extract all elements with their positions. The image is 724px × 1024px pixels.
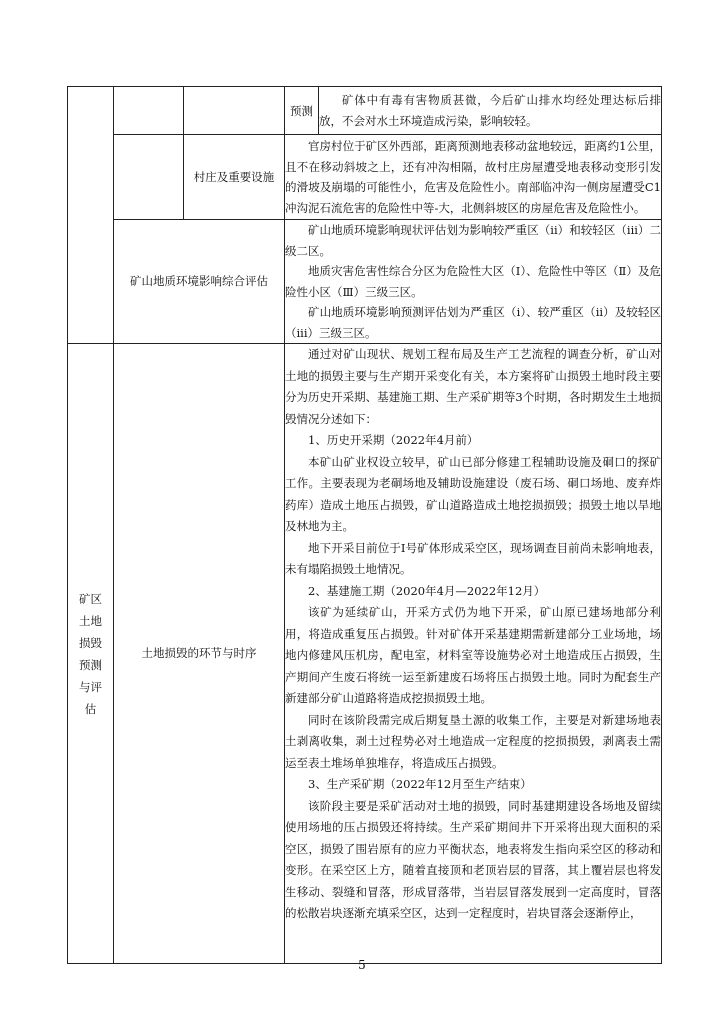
item-cell-empty — [184, 87, 285, 135]
category-line: 土地 — [79, 613, 102, 628]
assessment-table — [67, 86, 662, 964]
paragraph: 矿山地质环境影响现状评估划为影响较严重区（ii）和较轻区（iii）二级二区。 — [285, 223, 661, 258]
section-heading: 1、历史开采期（2022年4月前） — [308, 433, 479, 447]
table-row — [68, 344, 662, 964]
comprehensive-label: 矿山地质环境影响综合评估 — [114, 220, 285, 344]
predict-label: 预测 — [285, 87, 319, 135]
subcategory-cell-empty — [114, 87, 184, 135]
paragraph: 同时在该阶段需完成后期复垦土源的收集工作，主要是对新建场地表土剥离收集，剥土过程势必对土地造成一定程度的挖损损毁，剥离表土需运至表土堆场单独堆存，将造成压占损毁。 — [285, 712, 661, 770]
page-number: 5 — [358, 958, 366, 972]
category-line: 与评 — [79, 679, 102, 694]
village-text — [285, 135, 662, 220]
land-category-cell — [68, 344, 114, 964]
category-line: 预测 — [79, 657, 102, 672]
village-label: 村庄及重要设施 — [184, 135, 285, 220]
section-heading: 3、生产采矿期（2022年12月至生产结束） — [308, 777, 532, 791]
section-heading: 2、基建施工期（2020年4月—2022年12月） — [308, 583, 546, 598]
predict-text — [319, 87, 662, 135]
table-row — [68, 87, 662, 135]
paragraph: 矿山地质环境影响预测评估划为严重区（i）、较严重区（ii）及较轻区（iii）三级三区。 — [285, 305, 661, 340]
paragraph: 地质灾害危害性综合分区为危险性大区（Ⅰ）、危险性中等区（Ⅱ）及危险性小区（Ⅲ）三级三区。 — [285, 264, 661, 299]
category-line: 矿区 — [79, 591, 102, 606]
paragraph: 本矿山矿业权设立较早，矿山已部分修建工程辅助设施及硐口的探矿工作。主要表现为老硐场地及辅助设施建设（废石场、硐口场地、废弃炸药库）造成土地压占损毁，矿山道路造成土地挖损损毁；损毁土地以旱地及林地为主。 — [285, 454, 661, 533]
land-label: 土地损毁的环节与时序 — [114, 344, 285, 964]
land-text — [285, 344, 662, 964]
paragraph: 该阶段主要是采矿活动对土地的损毁，同时基建期建设各场地及留续使用场地的压占损毁还将持续。生产采矿期间井下开采将出现大面积的采空区，损毁了围岩原有的应力平衡状态，地表将发生指向采空区的移动和变形。在采空区上方，随着直接顶和老顶岩层的冒落，其上覆岩层也将发生移动、裂缝和冒落，形成冒落带，当岩层冒落发展到一定高度时，冒落的松散岩块逐渐充填采空区，达到一定程度时，岩块冒落会逐渐停止， — [285, 798, 661, 920]
category-line: 估 — [84, 701, 97, 716]
table-row — [68, 220, 662, 344]
paragraph: 该矿为延续矿山，开采方式仍为地下开采，矿山原已建场地部分利用，将造成重复压占损毁。针对矿体开采基建期需新建部分工业场地，场地内修建风压机房，配电室，材料室等设施势必对土地造成压占损毁，生产期间产生废石将统一运至新建废石场将压占损毁土地。同时为配套生产新建部分矿山道路将造成挖损损毁土地。 — [285, 605, 661, 705]
paragraph: 地下开采目前位于Ⅰ号矿体形成采空区，现场调查目前尚未影响地表，未有塌陷损毁土地情况。 — [285, 540, 661, 576]
comprehensive-text — [285, 220, 662, 344]
paragraph: 官房村位于矿区外西部，距离预测地表移动盆地较远，距离约1公里，且不在移动斜坡之上，还有冲沟相隔，故村庄房屋遭受地表移动变形引发的滑坡及崩塌的可能性小，危害及危险性小。南部临冲沟一侧房屋遭受C1冲沟泥石流危害的危险性中等-大，北侧斜坡区的房屋危害及危险性小。 — [285, 139, 661, 215]
paragraph: 通过对矿山现状、规划工程布局及生产工艺流程的调查分析，矿山对土地的损毁主要与生产期开采变化有关，本方案将矿山损毁土地时段主要分为历史开采期、基建施工期、生产采矿期等3个时期，各时期发生土地损毁情况分述如下： — [285, 347, 661, 426]
subcategory-cell-empty — [114, 135, 184, 220]
table-row — [68, 135, 662, 220]
category-cell-empty — [68, 87, 114, 344]
category-line: 损毁 — [79, 635, 102, 650]
paragraph: 矿体中有毒有害物质甚微，今后矿山排水均经处理达标后排放，不会对水土环境造成污染，影响较轻。 — [319, 93, 661, 128]
